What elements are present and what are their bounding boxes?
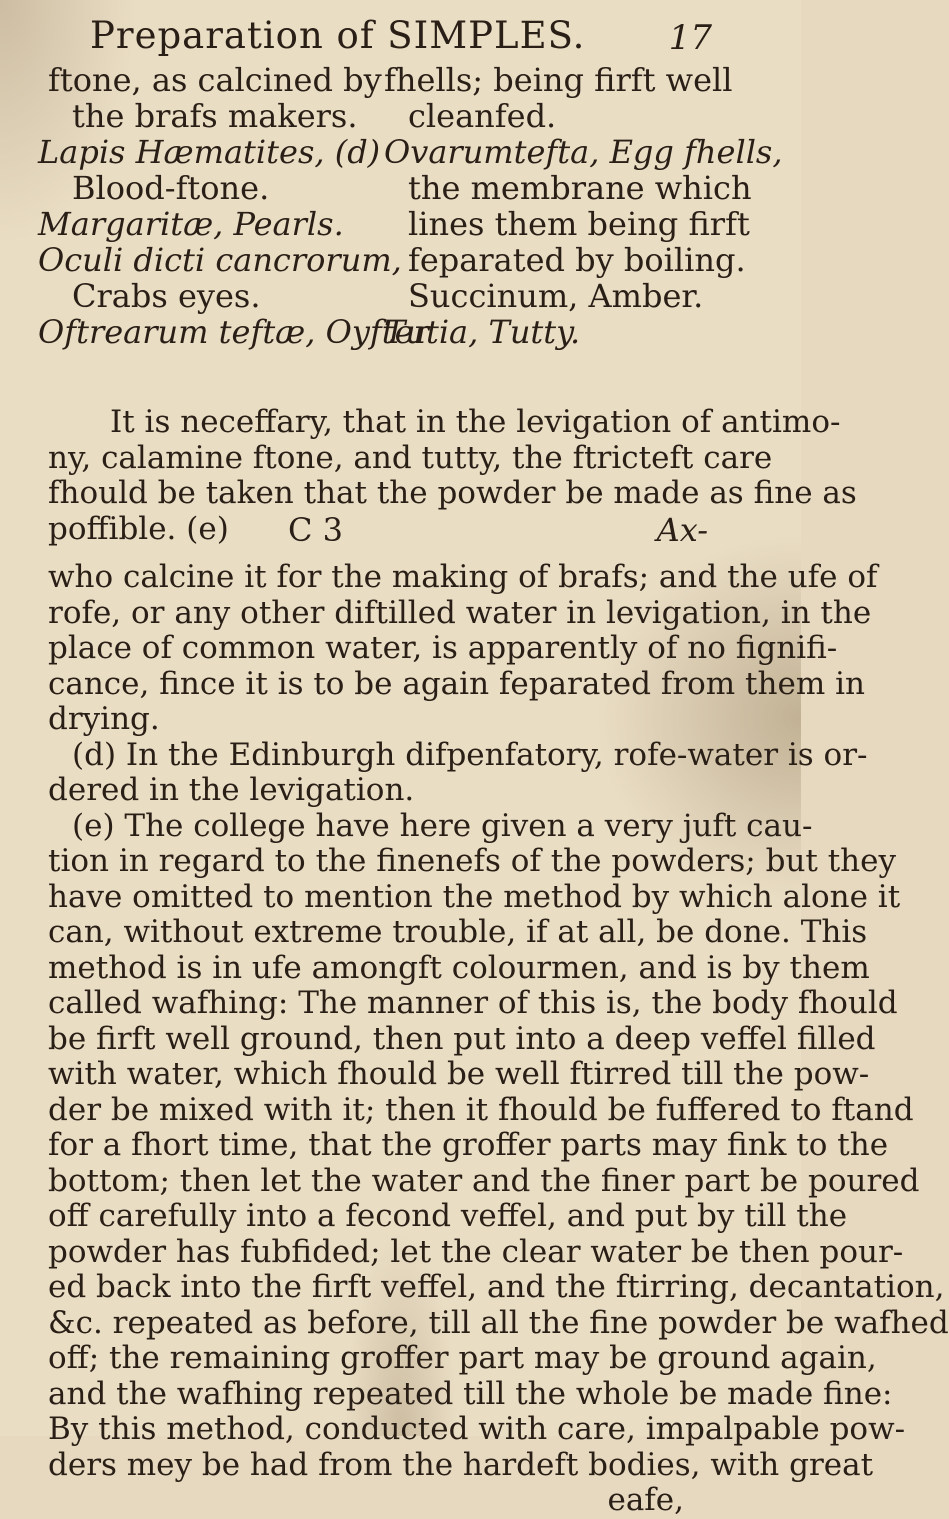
- signature-line: [48, 511, 708, 551]
- catalog-right: fhells; being firft well: [384, 61, 733, 99]
- catalog-right: the membrane which: [408, 169, 752, 207]
- catalog-row: [38, 241, 746, 279]
- footnote-e-line: tion in regard to the finenefs of the powders; but they: [48, 843, 897, 879]
- footnote-e-line: off; the remaining groffer part may be ground again,: [48, 1340, 877, 1376]
- footnote-e-line: (e) The college have here given a very juft cau-: [72, 807, 813, 844]
- footnote-e-line: ders mey be had from the hardeft bodies, with great: [48, 1446, 874, 1483]
- footnote-e-line: method is in ufe amongft colourmen, and is by them: [48, 949, 870, 986]
- catchword: Ax-: [656, 511, 708, 549]
- text-line: ny, calamine ftone, and tutty, the ftricteft care: [48, 439, 773, 476]
- footnote-e-line: and the wafhing repeated till the whole be made fine:: [48, 1375, 893, 1412]
- footnote-e-line: can, without extreme trouble, if at all, be done. This: [48, 914, 868, 950]
- footnote-e-line: called wafhing: The manner of this is, the body fhould: [48, 985, 898, 1021]
- catalog-right: Succinum, Amber.: [408, 277, 704, 315]
- footnote-e-line: off carefully into a fecond veffel, and put by till the: [48, 1198, 848, 1234]
- text-line: place of common water, is apparently of no fignifi-: [48, 630, 838, 666]
- footnote-e-line: &c. repeated as before, till all the fine powder be wafhed: [48, 1304, 949, 1341]
- catalog-left: Blood-ftone.: [72, 169, 270, 207]
- catalog-row: [48, 61, 733, 99]
- catalog-right: cleanfed.: [408, 97, 557, 135]
- text-line: rofe, or any other diftilled water in levigation, in the: [48, 594, 872, 631]
- catalog-left: the brafs makers.: [72, 97, 358, 135]
- catalog-row: [48, 98, 728, 134]
- catalog-right: feparated by boiling.: [408, 241, 746, 279]
- footnote-e-line: have omitted to mention the method by which alone it: [48, 878, 901, 915]
- catalog-right: Tutia, Tutty.: [384, 313, 581, 351]
- footnote-e-line: for a fhort time, that the groffer parts may fink to the: [48, 1127, 889, 1163]
- catalog-right: lines them being firft: [408, 205, 750, 243]
- text-line: cance, fince it is to be again feparated from them in: [48, 665, 865, 702]
- page-number: 17: [668, 18, 712, 58]
- footnote-e-line: By this method, conducted with care, impalpable pow-: [48, 1411, 906, 1447]
- text-line: poffible. (e): [48, 510, 229, 547]
- text-line: fhould be taken that the powder be made as fine as: [48, 475, 857, 511]
- footnote-e-line: ed back into the firft veffel, and the ftirring, decantation,: [48, 1269, 945, 1305]
- footnote-e-line: eafe,: [607, 1482, 684, 1518]
- page-title: Preparation of SIMPLES.: [90, 14, 586, 57]
- signature-mark: C 3: [288, 511, 344, 549]
- footnote-e-line: be firft well ground, then put into a deep veffel filled: [48, 1020, 876, 1057]
- catalog-left: Oftrearum teftæ, Oyfter: [38, 313, 429, 351]
- text-line: drying.: [48, 701, 160, 737]
- footnote-e-line: with water, which fhould be well ftirred till the pow-: [48, 1056, 870, 1092]
- running-header: [32, 14, 722, 62]
- footnote-d-line: (d) In the Edinburgh difpenfatory, rofe-water is or-: [72, 736, 868, 773]
- simples-catalog: [38, 61, 783, 351]
- footnote-e-line: bottom; then let the water and the finer part be poured: [48, 1162, 920, 1199]
- catalog-left: Oculi dicti cancrorum,: [38, 241, 402, 279]
- catalog-left: Crabs eyes.: [72, 277, 261, 315]
- catalog-row: [38, 133, 783, 171]
- catalog-row: [38, 313, 728, 351]
- footnote-e-line: der be mixed with it; then it fhould be fuffered to ftand: [48, 1091, 914, 1128]
- text-line: It is neceffary, that in the levigation of antimo-: [110, 404, 841, 440]
- catalog-row: [48, 278, 728, 314]
- catalog-left: Lapis Hæmatites, (d): [38, 133, 381, 171]
- catalog-left: ftone, as calcined by: [48, 61, 382, 99]
- text-line: who calcine it for the making of brafs; and the ufe of: [48, 559, 878, 595]
- catalog-right: Ovarumtefta, Egg fhells,: [384, 133, 783, 171]
- catalog-row: [48, 169, 752, 207]
- footnote-e-line: powder has fubfided; let the clear water be then pour-: [48, 1233, 904, 1270]
- footnotes: [48, 559, 949, 1519]
- footnote-d-line: dered in the levigation.: [48, 772, 415, 808]
- catalog-row: [38, 205, 750, 243]
- catalog-left: Margaritæ, Pearls.: [38, 205, 344, 243]
